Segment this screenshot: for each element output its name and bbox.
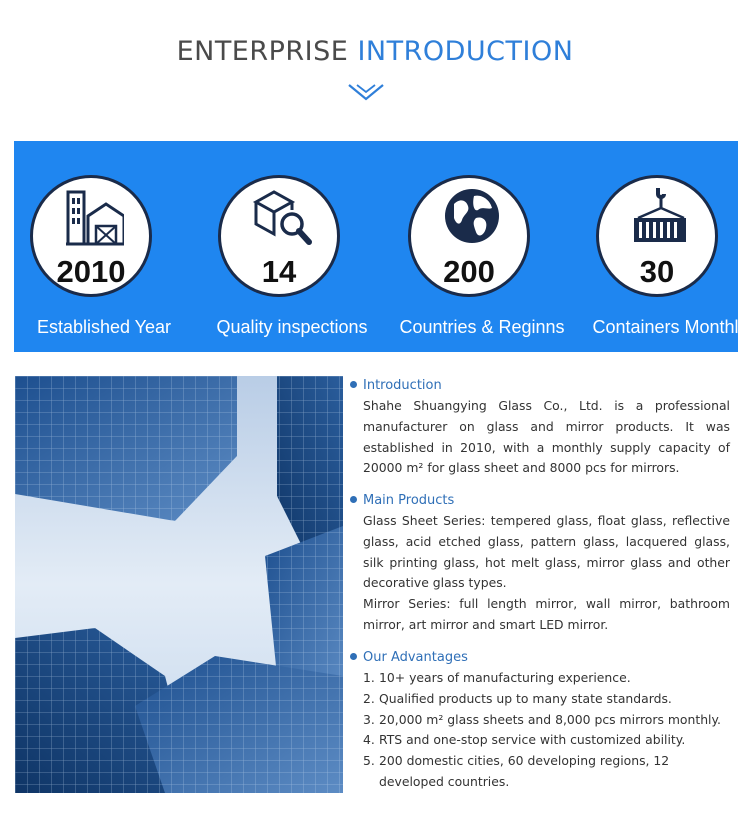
stat-quality-inspections xyxy=(202,141,382,352)
stat-label: Quality inspections xyxy=(216,317,368,337)
section-heading xyxy=(350,376,730,396)
list-item xyxy=(363,710,730,731)
list-item xyxy=(363,751,730,793)
stat-value: 200 xyxy=(443,254,495,289)
globe-icon xyxy=(442,186,502,246)
glass-building-illustration xyxy=(15,376,343,793)
title-word-introduction: INTRODUCTION xyxy=(357,36,574,67)
box-magnifier-icon xyxy=(252,186,312,246)
stat-label: Countries & Reginns xyxy=(399,317,565,337)
heading-text: Introduction xyxy=(363,378,442,393)
section-heading xyxy=(350,648,730,668)
stat-label: Established Year xyxy=(36,317,172,337)
advantages-list xyxy=(350,668,730,793)
list-number: 3. xyxy=(363,711,375,727)
section-advantages xyxy=(350,648,730,793)
list-item xyxy=(363,730,730,751)
container-crane-icon xyxy=(630,186,690,246)
bullet-dot-icon xyxy=(350,496,357,503)
stat-circle xyxy=(30,175,152,297)
bullet-dot-icon xyxy=(350,381,357,388)
list-item xyxy=(363,689,730,710)
stat-containers-monthly xyxy=(580,141,750,352)
building-warehouse-icon xyxy=(64,186,124,246)
stat-countries-regions xyxy=(392,141,572,352)
heading-text: Our Advantages xyxy=(363,650,468,665)
double-chevron-down-icon xyxy=(346,82,386,104)
bullet-dot-icon xyxy=(350,653,357,660)
list-number: 4. xyxy=(363,732,375,748)
glass-skyscrapers-photo xyxy=(15,376,343,793)
section-title xyxy=(0,36,750,67)
stat-label: Containers Monthly xyxy=(592,317,748,337)
stat-value: 2010 xyxy=(56,254,126,289)
list-text: Qualified products up to many state standards. xyxy=(379,690,672,706)
title-word-enterprise: ENTERPRISE xyxy=(176,36,349,67)
section-heading xyxy=(350,491,730,511)
glass-series-paragraph: Glass Sheet Series: tempered glass, float glass, reflective glass, acid etched glass, pattern glass, lacquered glass, silk printing glass, hot melt glass, mirror glass and other decorative glass types. xyxy=(363,513,730,591)
stat-circle xyxy=(408,175,530,297)
intro-paragraph: Shahe Shuangying Glass Co., Ltd. is a professional manufacturer on glass and mirror products. It was established in 2010, with a monthly supply capacity of 20000 m² for glass sheet and 8000 pcs for mirrors. xyxy=(363,398,730,476)
list-number: 1. xyxy=(363,670,375,685)
list-text: 20,000 m² glass sheets and 8,000 pcs mirrors monthly. xyxy=(379,711,721,727)
mirror-series-paragraph: Mirror Series: full length mirror, wall mirror, bathroom mirror, art mirror and smart LED mirror. xyxy=(363,596,730,632)
heading-text: Main Products xyxy=(363,493,455,508)
stat-established-year xyxy=(14,141,194,352)
list-item xyxy=(363,668,730,689)
list-text: RTS and one-stop service with customized ability. xyxy=(379,732,686,748)
stat-value: 14 xyxy=(261,254,297,289)
list-number: 2. xyxy=(363,690,375,706)
list-text: 10+ years of manufacturing experience. xyxy=(379,670,631,685)
list-number: 5. xyxy=(363,753,375,769)
section-introduction xyxy=(350,376,730,479)
stats-band xyxy=(14,141,748,352)
list-text: 200 domestic cities, 60 developing regions, 12 developed countries. xyxy=(379,753,670,789)
section-main-products xyxy=(350,491,730,636)
stat-value: 30 xyxy=(639,254,675,289)
stat-circle xyxy=(596,175,718,297)
stat-circle xyxy=(218,175,340,297)
